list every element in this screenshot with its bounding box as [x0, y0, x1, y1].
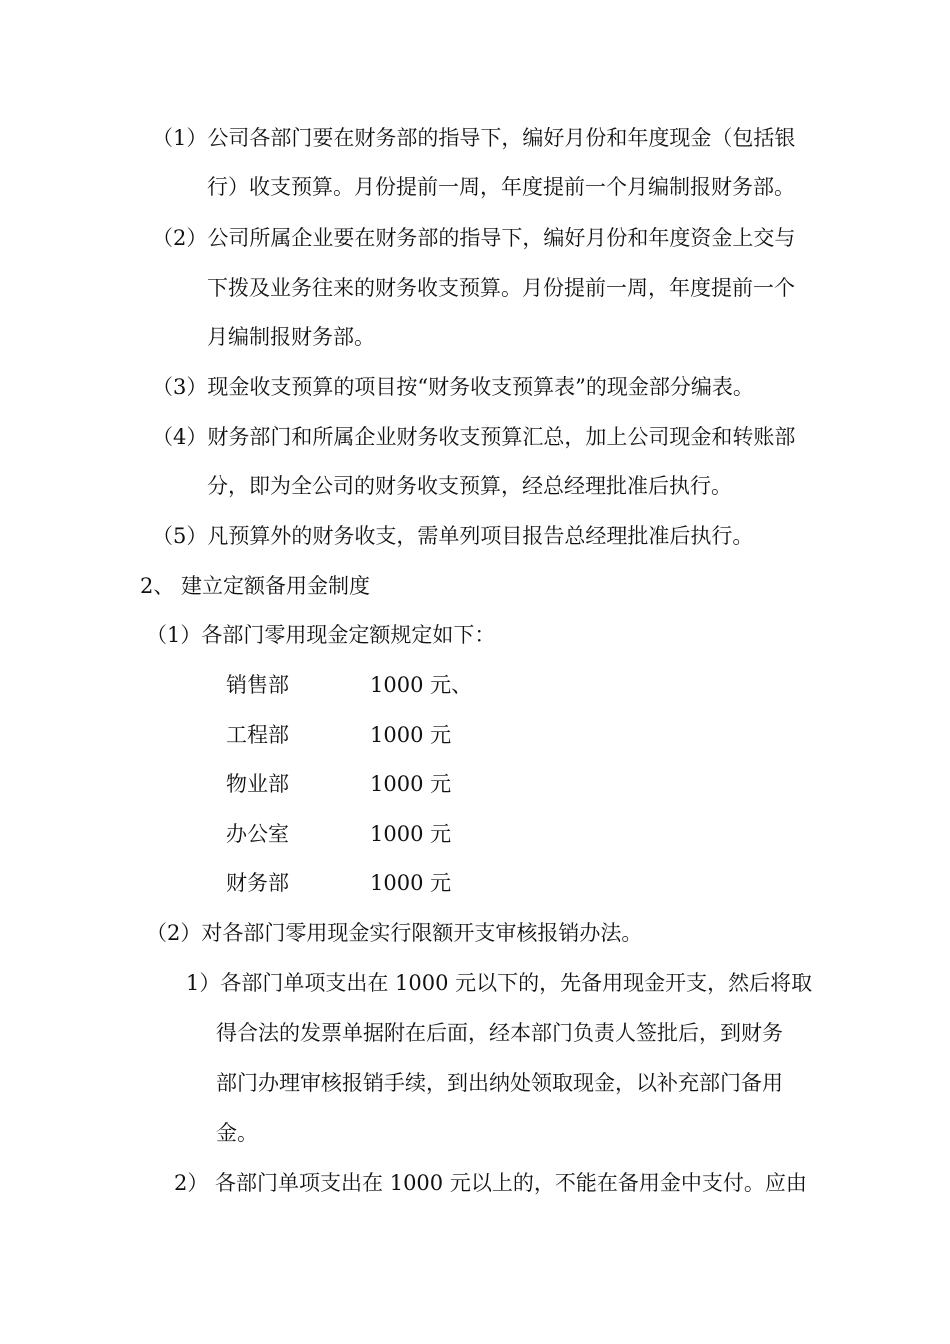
quota-amount: 1000 元 — [370, 723, 452, 747]
rule-1-line-1: 1）各部门单项支出在 1000 元以下的，先备用现金开支，然后将取 — [186, 971, 813, 995]
item-1-line-1: （1）公司各部门要在财务部的指导下，编好月份和年度现金（包括银 — [152, 126, 796, 150]
rule-1-line-2: 得合法的发票单据附在后面，经本部门负责人签批后，到财务 — [216, 1021, 783, 1045]
rule-1-line-3: 部门办理审核报销手续，到出纳处领取现金，以补充部门备用 — [216, 1071, 783, 1095]
quota-amount: 1000 元 — [370, 871, 452, 895]
quota-dept: 销售部 — [226, 673, 289, 697]
item-1-line-2: 行）收支预算。月份提前一周，年度提前一个月编制报财务部。 — [207, 175, 795, 199]
rule-2-line-1: 2） 各部门单项支出在 1000 元以上的，不能在备用金中支付。应由 — [174, 1171, 807, 1195]
item-4-line-1: （4）财务部门和所属企业财务收支预算汇总，加上公司现金和转账部 — [152, 425, 796, 449]
quota-dept: 财务部 — [226, 871, 289, 895]
item-2-line-1: （2）公司所属企业要在财务部的指导下，编好月份和年度资金上交与 — [152, 226, 796, 250]
item-2-line-2: 下拨及业务往来的财务收支预算。月份提前一周，年度提前一个 — [207, 276, 795, 300]
rule-1-line-4: 金。 — [216, 1121, 258, 1145]
item-2-line-3: 月编制报财务部。 — [207, 325, 375, 349]
item-4-line-2: 分，即为全公司的财务收支预算，经总经理批准后执行。 — [207, 474, 732, 498]
item-5-line-1: （5）凡预算外的财务收支，需单列项目报告总经理批准后执行。 — [152, 524, 754, 548]
quota-amount: 1000 元、 — [370, 673, 473, 697]
quota-dept: 办公室 — [226, 822, 289, 846]
sub-2-text: （2）对各部门零用现金实行限额开支审核报销办法。 — [146, 921, 643, 945]
section-2-heading: 2、 建立定额备用金制度 — [140, 574, 371, 598]
quota-amount: 1000 元 — [370, 822, 452, 846]
quota-amount: 1000 元 — [370, 772, 452, 796]
quota-dept: 工程部 — [226, 723, 289, 747]
quota-dept: 物业部 — [226, 772, 289, 796]
sub-1-text: （1）各部门零用现金定额规定如下： — [146, 623, 496, 647]
item-3-line-1: （3）现金收支预算的项目按“财务收支预算表”的现金部分编表。 — [152, 375, 754, 399]
